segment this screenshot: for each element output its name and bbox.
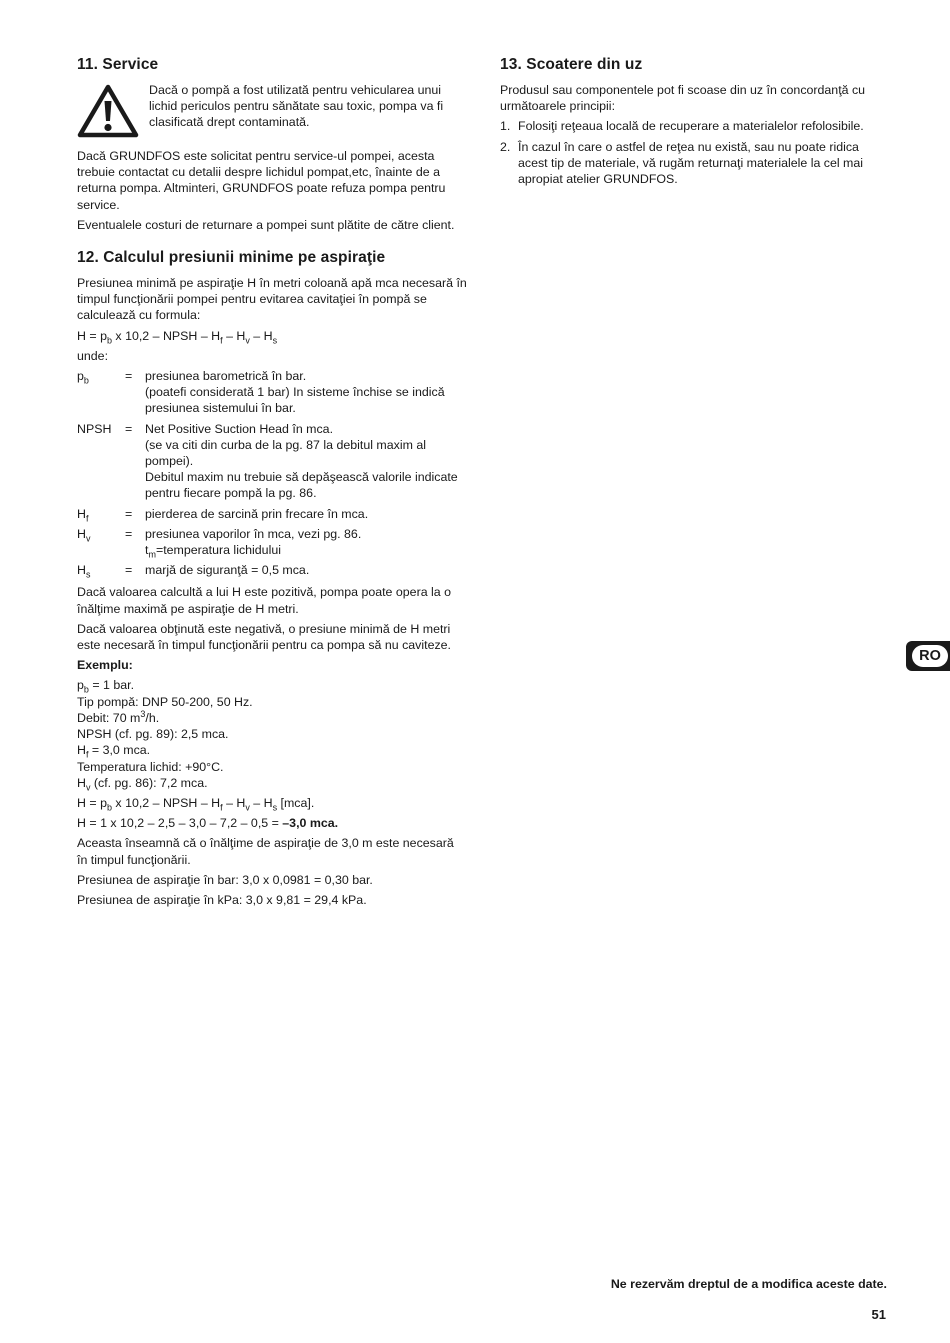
- where-label: unde:: [77, 348, 109, 363]
- definition-symbol: NPSH: [77, 421, 112, 436]
- definition-symbol: $H_f$: [77, 506, 89, 524]
- definition-row: [77, 368, 467, 421]
- disposal-list: [500, 118, 890, 187]
- calc-intro: Presiunea minimă pe aspiraţie H în metri coloană apă mca necesară în timpul funcţionării pompei pentru evitarea cavitaţiei în pompă se calculează cu formula:: [77, 276, 467, 323]
- definition-row: [77, 562, 467, 582]
- definition-symbol: $p_b$: [77, 369, 89, 386]
- section-11-title: 11. Service: [77, 56, 159, 73]
- equals-sign: =: [125, 563, 133, 578]
- definition-text: presiunea vaporilor în mca, vezi pg. 86. $t_m=temperatura$ lichidului: [145, 526, 362, 560]
- equals-sign: =: [125, 369, 133, 384]
- formula-units: $H = p_b$ x 10,2 – NPSH – $H_f - H_v - H_s$ [mca].: [77, 795, 315, 813]
- warning-block: [77, 82, 467, 142]
- service-paragraph: Dacă GRUNDFOS este solicitat pentru service-ul pompei, acesta trebuie contactat cu detalii despre lichidul pompat,etc, înainte de a returna pompa. Altminteri, GRUNDFOS poate refuza pompa pentru service.: [77, 149, 446, 212]
- list-item: 2. În cazul în care o astfel de reţea nu există, sau nu poate ridica acest tip de materiale, vă rugăm returnaţi materialele la cel mai apropiat atelier GRUNDFOS.: [500, 139, 864, 187]
- list-item: 1. Folosiţi reţeaua locală de recuperare a materialelor refolosibile.: [500, 119, 864, 134]
- definition-row: [77, 421, 467, 506]
- positive-value-paragraph: Dacă valoarea calcultă a lui H este pozitivă, pompa poate opera la o înălţime maximă pe aspiraţie de H metri.: [77, 585, 452, 616]
- definitions-table: [77, 368, 467, 582]
- definition-symbol: $H_v$: [77, 526, 91, 544]
- definition-row: [77, 526, 467, 562]
- equals-sign: =: [125, 526, 133, 541]
- formula: $H = p_b$ x 10,2 – NPSH – $H_f - H_v - H_s$: [77, 328, 278, 346]
- definition-row: [77, 506, 467, 526]
- example-values: $p_b = 1$ bar. Tip pompă: DNP 50-200, 50 Hz. Debit: 70 $m^3/h$. NPSH (cf. pg. 89): 2,5 mca. $H_f = 3,0$ mca. Temperatura lichid: +90°C. $H_v$ (cf. pg. 86): 7,2 mca.: [77, 678, 253, 793]
- language-tab: [906, 641, 950, 671]
- footer-note: Ne rezervăm dreptul de a modifica aceste date.: [610, 1277, 887, 1291]
- language-code: RO: [912, 645, 948, 667]
- right-column: [500, 56, 890, 191]
- example-label: Exemplu:: [77, 658, 133, 673]
- warning-text: Dacă o pompă a fost utilizată pentru vehicularea unui lichid periculos pentru sănătate sau toxic, pompa va fi clasificată drept contaminată.: [149, 83, 444, 130]
- disposal-intro: Produsul sau componentele pot fi scoase din uz în concordanţă cu următoarele principii:: [500, 83, 866, 114]
- left-column: [77, 56, 467, 912]
- equals-sign: =: [125, 506, 133, 521]
- page-number: 51: [871, 1307, 886, 1322]
- definition-text: presiunea barometrică în bar. (poatefi considerată 1 bar) In sisteme închise se indică presiunea sistemului în bar.: [145, 369, 445, 416]
- calculation-result: –3,0 mca.: [282, 816, 339, 831]
- pressure-bar: Presiunea de aspiraţie în bar: 3,0 x 0,0981 = 0,30 bar.: [77, 872, 373, 887]
- calculation: H = 1 x 10,2 – 2,5 – 3,0 – 7,2 – 0,5 = –3,0 mca.: [77, 816, 339, 831]
- warning-triangle-icon: [77, 84, 139, 138]
- section-13-title: 13. Scoatere din uz: [500, 56, 643, 73]
- equals-sign: =: [125, 421, 133, 436]
- costs-paragraph: Eventualele costuri de returnare a pompei sunt plătite de către client.: [77, 217, 455, 232]
- definition-symbol: $H_s$: [77, 563, 91, 580]
- definition-text: pierderea de sarcină prin frecare în mca.: [145, 506, 369, 521]
- definition-text: Net Positive Suction Head în mca. (se va citi din curba de la pg. 87 la debitul maxim al pompei). Debitul maxim nu trebuie să depăşească valorile indicate pentru fiecare pompă la pg. 86.: [145, 421, 458, 501]
- pressure-kpa: Presiunea de aspiraţie în kPa: 3,0 x 9,81 = 29,4 kPa.: [77, 892, 367, 907]
- definition-text: marjă de siguranţă = 0,5 mca.: [145, 563, 310, 578]
- section-12-title: 12. Calculul presiunii minime pe aspiraţie: [77, 249, 386, 267]
- meaning-paragraph: Aceasta înseamnă că o înălţime de aspiraţie de 3,0 m este necesară în timpul funcţionării.: [77, 836, 454, 867]
- negative-value-paragraph: Dacă valoarea obţinută este negativă, o presiune minimă de H metri este necesară în timpul funcţionării pentru ca pompa să nu caviteze.: [77, 621, 451, 653]
